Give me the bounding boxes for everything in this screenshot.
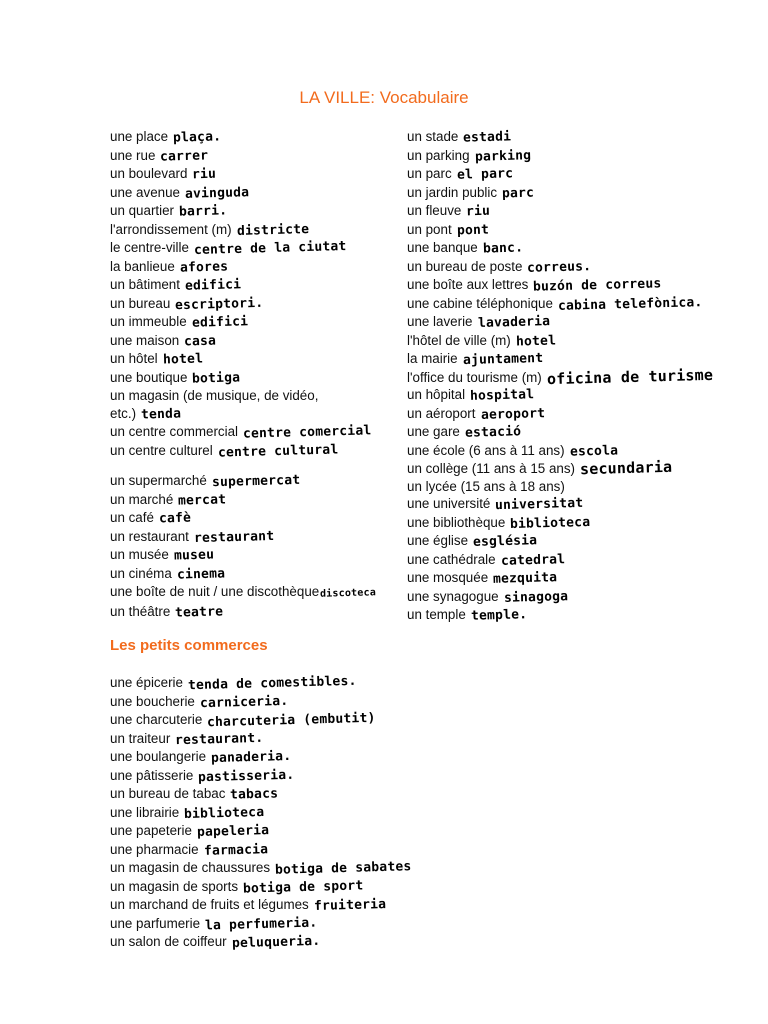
- handwritten-translation: tenda: [140, 405, 182, 423]
- vocab-row: [110, 730, 670, 749]
- handwritten-translation: hospital: [469, 387, 535, 404]
- french-term: un bureau de tabac: [110, 786, 226, 801]
- french-term: un marchand de fruits et légumes: [110, 897, 309, 912]
- french-term: un collège (11 ans à 15 ans): [407, 461, 575, 476]
- vocab-row: [407, 147, 757, 166]
- french-term: une synagogue: [407, 588, 499, 604]
- french-term: une librairie: [110, 804, 180, 820]
- vocab-row: [110, 258, 400, 277]
- handwritten-translation: catedral: [500, 551, 566, 569]
- french-term: un magasin (de musique, de vidéo,: [110, 388, 319, 403]
- french-term: une gare: [407, 424, 460, 439]
- french-term: une boucherie: [110, 693, 195, 709]
- handwritten-translation: discoteca: [320, 587, 377, 600]
- vocab-row: [110, 491, 400, 510]
- vocab-row: [407, 184, 757, 203]
- vocab-row: [110, 313, 400, 332]
- french-term: un parking: [407, 147, 470, 163]
- vocab-row: [110, 405, 400, 424]
- french-term: un jardin public: [407, 184, 498, 200]
- handwritten-translation: edifici: [191, 314, 249, 331]
- handwritten-translation: centre comercial: [242, 423, 372, 442]
- french-term: un cinéma: [110, 565, 172, 581]
- french-term: une boulangerie: [110, 749, 207, 764]
- french-term: le centre-ville: [110, 240, 189, 255]
- handwritten-translation: hotel: [515, 332, 557, 350]
- vocab-row: [407, 221, 757, 240]
- handwritten-translation: botiga: [192, 369, 241, 387]
- french-term: une cabine téléphonique: [407, 295, 553, 311]
- handwritten-translation: biblioteca: [184, 804, 265, 822]
- french-term: un fleuve: [407, 203, 462, 218]
- french-term: l'arrondissement (m): [110, 221, 232, 237]
- french-term: un centre commercial: [110, 424, 239, 439]
- handwritten-translation: escola: [569, 442, 618, 460]
- vocab-row: [407, 478, 757, 496]
- vocab-row: [407, 202, 757, 221]
- handwritten-translation: oficina de turisme: [546, 365, 714, 388]
- vocab-row: [110, 239, 400, 258]
- vocab-row: [110, 693, 670, 712]
- vocab-row: [110, 221, 400, 240]
- vocab-row: [110, 276, 400, 295]
- french-term: une banque: [407, 240, 478, 255]
- french-term: un café: [110, 510, 154, 525]
- vocab-row: [110, 878, 670, 897]
- french-term: un stade: [407, 129, 459, 144]
- french-term: un aéroport: [407, 405, 476, 421]
- handwritten-translation: correus.: [527, 258, 592, 276]
- french-term: une mosquée: [407, 570, 489, 585]
- page-title: LA VILLE: Vocabulaire: [299, 88, 469, 107]
- handwritten-translation: sinagoga: [503, 588, 568, 606]
- handwritten-translation: avinguda: [184, 184, 250, 202]
- vocab-row: [407, 457, 757, 479]
- vocab-row: [407, 551, 757, 570]
- handwritten-translation: riu: [192, 166, 217, 183]
- french-term: l'office du tourisme (m): [407, 369, 542, 385]
- vocab-row: [407, 258, 757, 277]
- handwritten-translation: pont: [456, 222, 489, 238]
- handwritten-translation: barri.: [178, 203, 228, 220]
- vocab-row: [407, 239, 757, 258]
- handwritten-translation: botiga de sabates: [274, 859, 412, 878]
- vocab-row: [407, 532, 757, 551]
- handwritten-translation: riu: [466, 203, 491, 220]
- handwritten-translation: cabina telefònica.: [557, 294, 703, 314]
- handwritten-translation: districte: [236, 221, 310, 239]
- french-term: une bibliothèque: [407, 514, 506, 530]
- handwritten-translation: papeleria: [196, 823, 270, 840]
- french-term: un pont: [407, 221, 452, 237]
- vocab-row: [110, 423, 400, 442]
- french-term: une place: [110, 129, 169, 144]
- handwritten-translation: carrer: [160, 147, 209, 165]
- vocab-row: [110, 184, 400, 203]
- handwritten-translation: parking: [474, 147, 531, 165]
- vocab-row: [110, 896, 670, 915]
- handwritten-translation: casa: [184, 333, 217, 349]
- french-term: un centre culturel: [110, 442, 213, 458]
- vocab-row: [110, 748, 670, 767]
- vocab-row: [407, 365, 757, 388]
- handwritten-translation: plaça.: [172, 129, 222, 146]
- vocab-row: [407, 423, 757, 442]
- vocab-row: [110, 472, 400, 491]
- vocab-row: [110, 859, 670, 878]
- handwritten-translation: museu: [173, 547, 215, 564]
- vocab-row: [110, 295, 400, 314]
- handwritten-translation: farmacia: [203, 841, 268, 859]
- french-term: une maison: [110, 332, 180, 348]
- french-term: un parc: [407, 166, 452, 181]
- french-term: un bureau de poste: [407, 258, 523, 274]
- french-term: une boîte aux lettres: [407, 277, 529, 292]
- handwritten-translation: teatre: [175, 603, 224, 621]
- french-term: un bâtiment: [110, 277, 180, 292]
- french-term: une avenue: [110, 184, 180, 200]
- handwritten-translation: la perfumeria.: [204, 915, 318, 933]
- handwritten-translation: secundaria: [579, 457, 673, 479]
- handwritten-translation: panaderia.: [210, 748, 292, 767]
- vocab-row: [407, 606, 757, 625]
- french-term: une église: [407, 533, 469, 548]
- vocab-row: [407, 386, 757, 405]
- handwritten-translation: hotel: [162, 351, 203, 368]
- handwritten-translation: restaurant: [193, 528, 275, 546]
- vocab-row: [407, 276, 757, 295]
- vocab-list-commerces: [110, 674, 670, 952]
- vocab-row: [110, 583, 400, 603]
- french-term: une boîte de nuit / une discothèque: [110, 584, 320, 599]
- vocab-row: [407, 128, 757, 147]
- vocab-row: [407, 295, 757, 314]
- handwritten-translation: peluqueria.: [231, 933, 321, 952]
- french-term: une université: [407, 496, 491, 511]
- vocab-row: [110, 128, 400, 147]
- vocab-row: [110, 565, 400, 584]
- handwritten-translation: escriptori.: [175, 295, 264, 313]
- vocab-row: [407, 405, 757, 424]
- spacer: [110, 460, 400, 472]
- french-term: un magasin de sports: [110, 878, 239, 894]
- vocab-row: [407, 495, 757, 514]
- vocab-row: [110, 350, 400, 369]
- vocab-row: [407, 332, 757, 351]
- french-term: etc.): [110, 405, 137, 421]
- vocab-row: [110, 674, 670, 693]
- vocab-row: [110, 603, 400, 622]
- french-term: un bureau: [110, 295, 171, 311]
- french-term: un immeuble: [110, 314, 187, 329]
- french-term: un marché: [110, 491, 174, 507]
- french-term: une épicerie: [110, 675, 183, 690]
- handwritten-translation: tenda de comestibles.: [187, 673, 357, 694]
- french-term: une pharmacie: [110, 841, 199, 857]
- handwritten-translation: lavaderia: [477, 314, 550, 331]
- vocab-row: [110, 202, 400, 221]
- french-term: un théâtre: [110, 603, 171, 619]
- vocab-column-left: [110, 128, 400, 621]
- french-term: un quartier: [110, 203, 175, 218]
- handwritten-translation: carniceria.: [199, 693, 289, 711]
- handwritten-translation: església: [472, 533, 538, 550]
- vocab-row: [110, 785, 670, 804]
- vocab-row: [407, 588, 757, 607]
- vocab-row: [110, 841, 670, 860]
- vocab-row: [110, 387, 400, 405]
- french-term: une papeterie: [110, 823, 192, 838]
- vocab-column-right: [407, 128, 757, 625]
- vocab-row: [110, 332, 400, 351]
- french-term: un temple: [407, 607, 466, 622]
- french-term: un hôpital: [407, 387, 466, 402]
- french-term: un lycée (15 ans à 18 ans): [407, 478, 565, 494]
- vocab-row: [110, 933, 670, 952]
- vocab-row: [110, 147, 400, 166]
- vocab-row: [407, 569, 757, 588]
- handwritten-translation: el parc: [456, 166, 514, 183]
- vocab-row: [407, 442, 757, 461]
- handwritten-translation: tabacs: [230, 786, 279, 803]
- french-term: un magasin de chaussures: [110, 860, 271, 875]
- french-term: une école (6 ans à 11 ans): [407, 442, 565, 458]
- french-term: une rue: [110, 147, 156, 163]
- vocab-row: [110, 528, 400, 547]
- handwritten-translation: centre de la ciutat: [193, 239, 347, 258]
- handwritten-translation: ajuntament: [462, 350, 544, 369]
- french-term: un restaurant: [110, 528, 189, 544]
- handwritten-translation: aeroport: [480, 405, 545, 423]
- handwritten-translation: centre cultural: [217, 441, 339, 461]
- french-term: la mairie: [407, 351, 458, 366]
- french-term: une cathédrale: [407, 551, 496, 567]
- vocab-row: [110, 767, 670, 786]
- handwritten-translation: temple.: [470, 607, 528, 624]
- vocab-row: [407, 514, 757, 533]
- french-term: un musée: [110, 547, 169, 562]
- handwritten-translation: edifici: [184, 277, 242, 294]
- handwritten-translation: botiga de sport: [242, 877, 364, 897]
- handwritten-translation: afores: [179, 258, 229, 276]
- handwritten-translation: mercat: [178, 491, 227, 509]
- vocab-row: [110, 165, 400, 184]
- vocab-row: [407, 313, 757, 332]
- vocab-row: [110, 711, 670, 730]
- handwritten-translation: fruiteria: [313, 897, 387, 914]
- handwritten-translation: supermercat: [211, 472, 301, 491]
- vocab-row: [110, 369, 400, 388]
- french-term: une pâtisserie: [110, 767, 194, 783]
- handwritten-translation: parc: [501, 185, 535, 201]
- handwritten-translation: cinema: [176, 565, 226, 583]
- french-term: un supermarché: [110, 473, 207, 488]
- handwritten-translation: pastisseria.: [198, 767, 295, 785]
- french-term: un boulevard: [110, 166, 188, 181]
- french-term: un hôtel: [110, 351, 158, 366]
- french-term: un traiteur: [110, 730, 171, 746]
- vocab-row: [407, 165, 757, 184]
- handwritten-translation: estació: [464, 424, 522, 441]
- vocab-row: [110, 804, 670, 823]
- handwritten-translation: biblioteca: [510, 514, 591, 532]
- french-term: un salon de coiffeur: [110, 934, 227, 949]
- vocab-row: [110, 546, 400, 565]
- french-term: une parfumerie: [110, 915, 201, 931]
- french-term: une charcuterie: [110, 712, 203, 727]
- french-term: une laverie: [407, 314, 473, 329]
- handwritten-translation: restaurant.: [175, 730, 264, 748]
- handwritten-translation: estadi: [463, 129, 512, 146]
- handwritten-translation: buzón de correus: [533, 276, 662, 295]
- vocab-row: [110, 915, 670, 934]
- french-term: l'hôtel de ville (m): [407, 332, 511, 348]
- french-term: la banlieue: [110, 258, 175, 274]
- vocab-row: [110, 442, 400, 461]
- handwritten-translation: charcuteria (embutit): [207, 710, 377, 731]
- handwritten-translation: universitat: [495, 495, 584, 514]
- vocab-row: [110, 509, 400, 528]
- vocab-row: [110, 822, 670, 841]
- section-title-commerces: Les petits commerces: [110, 637, 268, 654]
- handwritten-translation: cafè: [158, 510, 192, 527]
- french-term: une boutique: [110, 369, 188, 385]
- handwritten-translation: banc.: [482, 240, 524, 257]
- handwritten-translation: mezquita: [492, 570, 558, 587]
